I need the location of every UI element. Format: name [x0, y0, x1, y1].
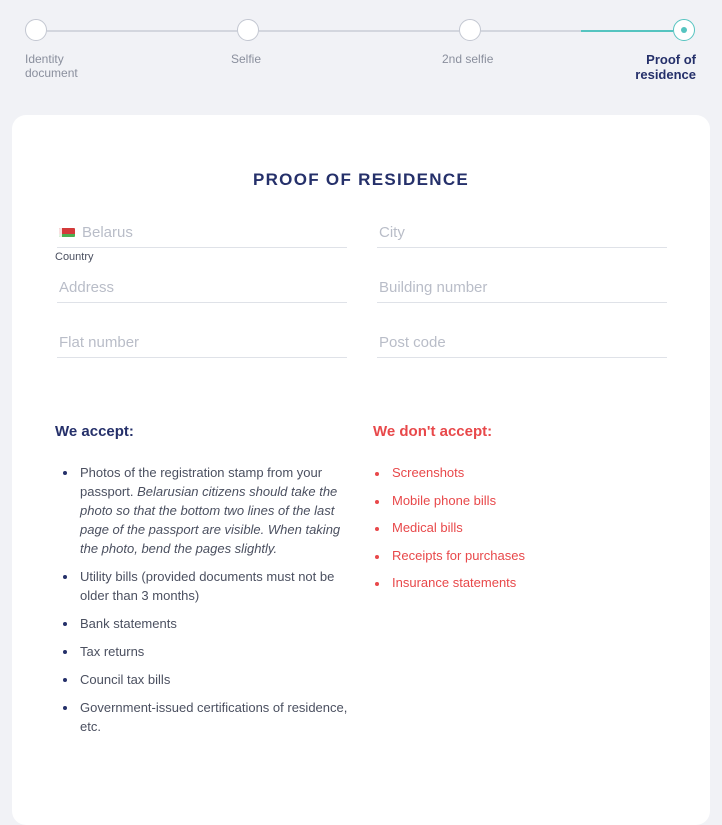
flat-number-placeholder: Flat number [59, 334, 140, 351]
step-label-proof-of-residence[interactable]: Proof of residence [635, 52, 696, 82]
deny-heading: We don't accept: [373, 423, 493, 440]
accepted-documents-list [57, 463, 357, 745]
step-label-second-selfie[interactable]: 2nd selfie [442, 52, 494, 66]
step-label-selfie[interactable]: Selfie [231, 52, 262, 66]
proof-of-residence-card [12, 115, 710, 825]
step-circle-selfie[interactable] [237, 19, 259, 41]
step-circle-identity-document[interactable] [25, 19, 47, 41]
rejected-documents-list [369, 464, 669, 602]
country-caption: Country [55, 251, 94, 263]
step-label-identity-document[interactable]: Identity document [25, 52, 78, 80]
list-item: Bank statements [57, 614, 357, 633]
page-title: PROOF OF RESIDENCE [252, 170, 470, 189]
step-connector [481, 30, 581, 32]
list-item: Screenshots [369, 464, 669, 482]
step-connector-active [581, 30, 673, 32]
city-input[interactable] [377, 220, 667, 248]
list-item: Medical bills [369, 519, 669, 537]
list-item: Council tax bills [57, 670, 357, 689]
city-placeholder: City [379, 224, 405, 241]
accept-heading: We accept: [55, 423, 134, 440]
accept-item-note: Belarusian citizens should take the photo so that the bottom two lines of the last page of the passport are visible. When taking the photo, bend the pages slightly. [80, 484, 341, 556]
list-item: Mobile phone bills [369, 492, 669, 510]
flat-number-input[interactable] [57, 330, 347, 358]
step-connector [259, 30, 459, 32]
step-circle-proof-of-residence[interactable] [673, 19, 695, 41]
building-number-input[interactable] [377, 275, 667, 303]
list-item [57, 463, 357, 558]
progress-stepper [0, 0, 722, 100]
building-number-placeholder: Building number [379, 279, 488, 296]
address-placeholder: Address [59, 279, 115, 296]
list-item: Insurance statements [369, 574, 669, 592]
list-item: Receipts for purchases [369, 547, 669, 565]
step-circle-second-selfie[interactable] [459, 19, 481, 41]
address-input[interactable] [57, 275, 347, 303]
accept-item-text: Photos of the registration stamp from your passport. [80, 465, 323, 499]
list-item: Tax returns [57, 642, 357, 661]
country-select[interactable] [57, 220, 347, 248]
post-code-placeholder: Post code [379, 334, 446, 351]
belarus-flag-icon [59, 228, 75, 237]
list-item: Government-issued certifications of residence, etc. [57, 698, 357, 736]
country-value: Belarus [82, 224, 133, 241]
post-code-input[interactable] [377, 330, 667, 358]
list-item: Utility bills (provided documents must not be older than 3 months) [57, 567, 357, 605]
step-connector [47, 30, 237, 32]
